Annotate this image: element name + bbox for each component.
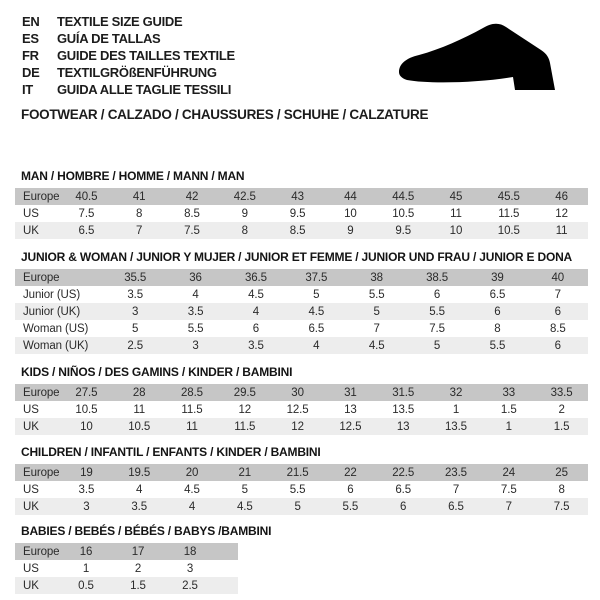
size-value: 2: [558, 403, 565, 416]
language-label: TEXTILE SIZE GUIDE: [57, 14, 183, 29]
size-value: 4.5: [218, 498, 271, 515]
size-value: 38.5: [407, 269, 467, 286]
row-label: Woman (UK): [15, 337, 105, 354]
size-value: 20: [166, 464, 219, 481]
size-value: 9: [324, 222, 377, 239]
size-value: 37.5: [286, 269, 346, 286]
size-table: [15, 269, 588, 354]
section-title: BABIES / BEBÉS / BÉBÉS / BABYS /BAMBINI: [21, 524, 272, 538]
size-value: 7: [113, 222, 166, 239]
size-value: 3: [186, 562, 194, 575]
table-row: [15, 481, 588, 498]
size-value: 42.5: [218, 188, 271, 205]
size-value: 30: [271, 384, 324, 401]
size-value: 11: [166, 418, 219, 435]
language-row: [22, 30, 235, 47]
row-label: UK: [15, 498, 60, 515]
section-title: JUNIOR & WOMAN / JUNIOR Y MUJER / JUNIOR ET FEMME / JUNIOR UND FRAU / JUNIOR E DONA: [21, 250, 573, 264]
section-title: MAN / HOMBRE / HOMME / MANN / MAN: [21, 169, 245, 183]
language-label: GUÍA DE TALLAS: [57, 31, 161, 46]
row-label: Woman (US): [23, 322, 89, 335]
size-value: 10.5: [392, 207, 415, 220]
size-value: 28.5: [166, 384, 219, 401]
size-value: 13.5: [392, 403, 415, 416]
size-value: 19: [60, 464, 113, 481]
size-value: 1.5: [112, 577, 164, 594]
size-value: 5: [271, 498, 324, 515]
size-value: 40.5: [60, 188, 113, 205]
size-value: 1: [82, 562, 90, 575]
size-value: 6: [377, 498, 430, 515]
size-value: 11.5: [181, 403, 203, 416]
size-value: 5.5: [289, 483, 306, 496]
size-value: 3.5: [78, 483, 95, 496]
size-value: 6: [528, 303, 588, 320]
size-value: 2.5: [105, 337, 165, 354]
table-row: [15, 384, 588, 401]
size-section: [15, 251, 588, 354]
size-value: 4.5: [347, 337, 407, 354]
size-value: 12: [271, 418, 324, 435]
size-value: 1.5: [500, 403, 517, 416]
size-value: 4: [192, 288, 199, 301]
size-section: [15, 525, 588, 594]
section-title: CHILDREN / INFANTIL / ENFANTS / KINDER / BAMBINI: [21, 445, 321, 459]
size-value: 21: [218, 464, 271, 481]
size-value: 0.5: [60, 577, 112, 594]
size-value: 6.5: [60, 222, 113, 239]
size-value: 45: [430, 188, 483, 205]
table-row: [15, 303, 588, 320]
size-value: 12: [555, 207, 568, 220]
size-value: 18: [164, 543, 216, 560]
size-value: [216, 577, 238, 594]
row-label: US: [23, 403, 39, 416]
size-value: 7.5: [535, 498, 588, 515]
size-value: 7.5: [166, 222, 219, 239]
size-value: 36: [165, 269, 225, 286]
size-value: 3: [60, 498, 113, 515]
size-value: 4: [166, 498, 219, 515]
size-value: 3: [105, 303, 165, 320]
row-label: US: [23, 483, 39, 496]
size-value: 27.5: [60, 384, 113, 401]
size-value: 6: [252, 322, 260, 335]
size-value: 6.5: [489, 288, 506, 301]
table-row: [15, 543, 238, 560]
size-value: 9: [241, 207, 248, 220]
table-row: [15, 418, 588, 435]
size-value: 29.5: [218, 384, 271, 401]
size-section: [15, 446, 588, 515]
language-code: DE: [22, 65, 40, 80]
size-value: [216, 543, 238, 560]
size-value: 11.5: [498, 207, 520, 220]
size-value: 8: [494, 322, 501, 335]
row-label: Junior (US): [23, 288, 81, 301]
row-label: UK: [15, 222, 60, 239]
size-value: 9.5: [289, 207, 306, 220]
size-value: 17: [112, 543, 164, 560]
language-code: IT: [22, 82, 33, 97]
row-label: Europe: [15, 464, 60, 481]
table-row: [15, 401, 588, 418]
row-label: Europe: [15, 269, 105, 286]
shoe-icon: [393, 20, 581, 98]
size-value: 4.5: [248, 288, 264, 301]
size-value: 8.5: [184, 207, 200, 220]
size-value: 43: [271, 188, 324, 205]
size-value: 44: [324, 188, 377, 205]
language-label: GUIDE DES TAILLES TEXTILE: [57, 48, 235, 63]
row-label: Junior (UK): [15, 303, 105, 320]
size-value: 6: [467, 303, 527, 320]
size-table: [15, 384, 588, 435]
size-value: 6: [433, 288, 441, 301]
row-label: Europe: [15, 384, 60, 401]
size-value: 35.5: [105, 269, 165, 286]
size-tables: [15, 170, 588, 594]
size-value: 6: [528, 337, 588, 354]
language-label: GUIDA ALLE TAGLIE TESSILI: [57, 82, 232, 97]
size-value: 13.5: [430, 418, 483, 435]
size-value: 2.5: [164, 577, 216, 594]
size-value: 38: [347, 269, 407, 286]
size-value: 4.5: [184, 483, 200, 496]
size-value: 5: [347, 303, 407, 320]
size-value: 5.5: [368, 288, 385, 301]
size-value: 7: [554, 288, 561, 301]
size-value: 10: [430, 222, 483, 239]
language-row: [22, 64, 235, 81]
size-value: 11: [450, 207, 462, 220]
size-value: 45.5: [482, 188, 535, 205]
size-value: 44.5: [377, 188, 430, 205]
size-value: 13: [377, 418, 430, 435]
size-section: [15, 366, 588, 435]
size-value: 46: [535, 188, 588, 205]
size-value: 4.5: [286, 303, 346, 320]
size-value: 41: [113, 188, 166, 205]
language-header: [22, 13, 235, 98]
size-value: 28: [113, 384, 166, 401]
size-value: 5: [407, 337, 467, 354]
language-code: EN: [22, 14, 40, 29]
size-value: 23.5: [430, 464, 483, 481]
size-value: 3.5: [127, 288, 144, 301]
size-value: 10.5: [75, 403, 98, 416]
size-value: 5.5: [407, 303, 467, 320]
size-value: 6.5: [395, 483, 412, 496]
size-value: 7: [373, 322, 380, 335]
size-value: 40: [528, 269, 588, 286]
size-value: 12: [238, 403, 252, 416]
size-value: 2: [134, 562, 142, 575]
size-value: 33.5: [535, 384, 588, 401]
size-value: 9.5: [377, 222, 430, 239]
table-row: [15, 222, 588, 239]
category-title: FOOTWEAR / CALZADO / CHAUSSURES / SCHUHE / CALZATURE: [21, 107, 429, 122]
size-value: 10.5: [113, 418, 166, 435]
table-row: [15, 205, 588, 222]
size-value: 10.5: [482, 222, 535, 239]
size-value: 4: [226, 303, 286, 320]
size-value: 6.5: [308, 322, 325, 335]
size-value: 13: [344, 403, 357, 416]
size-value: 5: [313, 288, 320, 301]
size-value: 5: [241, 483, 248, 496]
size-value: 24: [482, 464, 535, 481]
size-section: [15, 170, 588, 239]
size-value: 1: [452, 403, 460, 416]
language-row: [22, 13, 235, 30]
language-row: [22, 81, 235, 98]
table-row: [15, 498, 588, 515]
language-code: ES: [22, 31, 39, 46]
size-value: 5.5: [324, 498, 377, 515]
table-row: [15, 286, 588, 303]
size-table: [15, 464, 588, 515]
row-label: UK: [15, 577, 60, 594]
size-value: 33: [482, 384, 535, 401]
size-value: 21.5: [271, 464, 324, 481]
table-row: [15, 464, 588, 481]
table-row: [15, 560, 238, 577]
size-value: 10: [60, 418, 113, 435]
size-value: 11.5: [218, 418, 271, 435]
size-value: 1: [482, 418, 535, 435]
size-value: 8.5: [271, 222, 324, 239]
size-value: 8: [558, 483, 565, 496]
language-row: [22, 47, 235, 64]
size-value: 12.5: [286, 403, 309, 416]
size-value: 6.5: [430, 498, 483, 515]
size-value: 3.5: [113, 498, 166, 515]
table-row: [15, 337, 588, 354]
size-value: 42: [166, 188, 219, 205]
size-value: 4: [286, 337, 346, 354]
row-label: Europe: [15, 188, 60, 205]
size-value: 31: [324, 384, 377, 401]
table-row: [15, 269, 588, 286]
row-label: Europe: [15, 543, 60, 560]
size-value: 7.5: [500, 483, 517, 496]
size-value: 5.5: [187, 322, 204, 335]
size-value: 3: [165, 337, 225, 354]
size-value: 22: [324, 464, 377, 481]
size-value: 12.5: [324, 418, 377, 435]
size-value: 25: [535, 464, 588, 481]
size-table: [15, 543, 238, 594]
size-value: 5.5: [467, 337, 527, 354]
row-label: UK: [15, 418, 60, 435]
size-value: 3.5: [226, 337, 286, 354]
size-value: 7: [452, 483, 460, 496]
size-value: 16: [60, 543, 112, 560]
table-row: [15, 188, 588, 205]
size-value: 1.5: [535, 418, 588, 435]
table-row: [15, 320, 588, 337]
size-value: 7.5: [78, 207, 95, 220]
size-value: 22.5: [377, 464, 430, 481]
section-title: KIDS / NIÑOS / DES GAMINS / KINDER / BAMBINI: [21, 365, 293, 379]
size-value: 7.5: [429, 322, 445, 335]
size-value: 8: [136, 207, 143, 220]
size-value: 11: [535, 222, 588, 239]
language-label: TEXTILGRÖßENFÜHRUNG: [57, 65, 217, 80]
language-code: FR: [22, 48, 39, 63]
size-value: 31.5: [377, 384, 430, 401]
size-value: 36.5: [226, 269, 286, 286]
size-value: 10: [344, 207, 357, 220]
table-row: [15, 577, 238, 594]
row-label: US: [23, 562, 39, 575]
size-value: 7: [482, 498, 535, 515]
size-value: 6: [347, 483, 354, 496]
size-table: [15, 188, 588, 239]
row-label: US: [23, 207, 39, 220]
size-value: 32: [430, 384, 483, 401]
size-value: 4: [136, 483, 143, 496]
size-value: 11: [133, 403, 146, 416]
size-value: 8: [218, 222, 271, 239]
size-value: 39: [467, 269, 527, 286]
size-value: 3.5: [165, 303, 225, 320]
size-value: 5: [132, 322, 139, 335]
size-value: 8.5: [549, 322, 566, 335]
size-value: [216, 560, 238, 577]
size-value: 19.5: [113, 464, 166, 481]
